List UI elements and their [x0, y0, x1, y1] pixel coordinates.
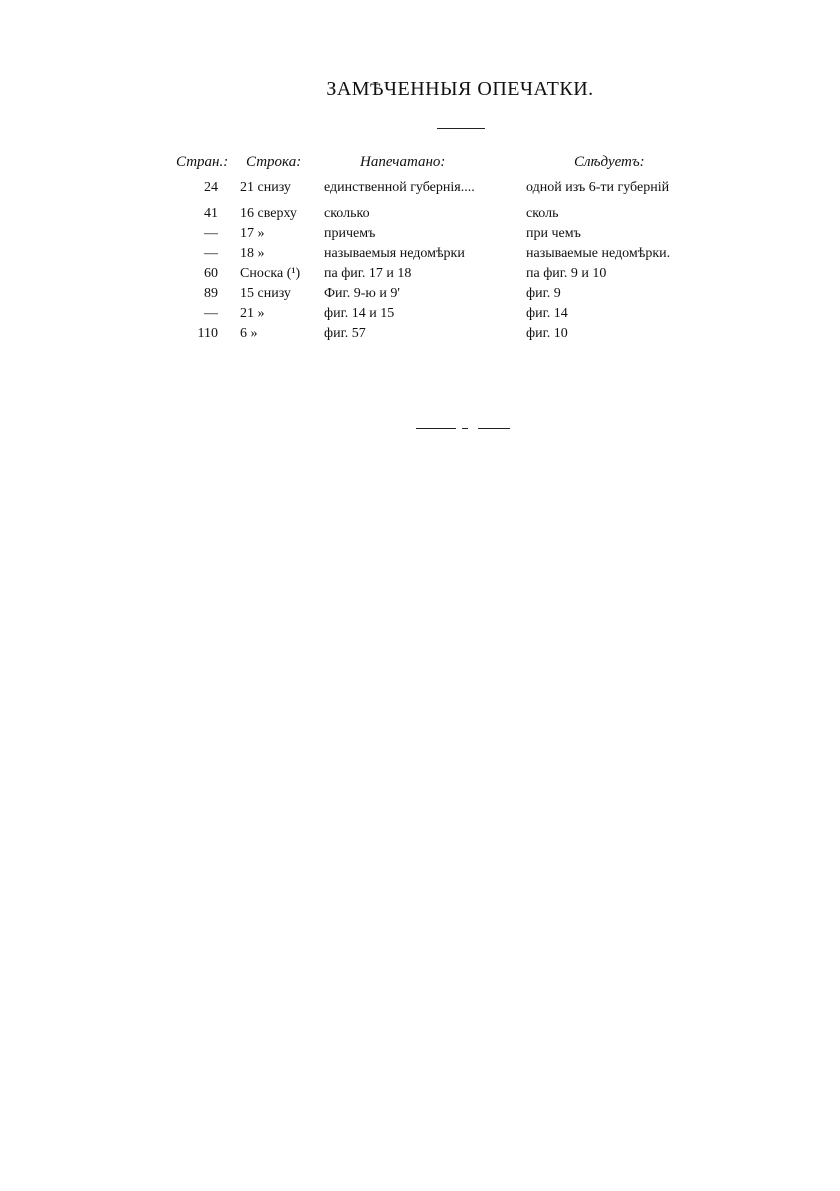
row-printed: называемыя недомѣрки [324, 246, 465, 261]
row-page: 89 [204, 286, 218, 301]
header-page: Стран.: [176, 154, 229, 170]
row-line: 18 » [240, 246, 265, 261]
header-printed: Напечатано: [360, 154, 446, 170]
row-page: 41 [204, 206, 218, 221]
row-line: 16 сверху [240, 206, 297, 221]
table-row [172, 286, 732, 306]
table-header [172, 154, 732, 180]
row-page: — [204, 306, 218, 321]
row-should-be: сколь [526, 206, 559, 221]
row-line: 15 снизу [240, 286, 291, 301]
row-printed: па фиг. 17 и 18 [324, 266, 412, 281]
errata-table [172, 154, 732, 346]
row-should-be: при чемъ [526, 226, 581, 241]
row-should-be: фиг. 14 [526, 306, 568, 321]
row-page: 60 [204, 266, 218, 281]
row-page: — [204, 226, 218, 241]
table-row [172, 226, 732, 246]
row-printed: причемъ [324, 226, 376, 241]
row-line: 17 » [240, 226, 265, 241]
row-should-be: называемые недомѣрки. [526, 246, 671, 261]
table-row [172, 306, 732, 326]
row-should-be: одной изъ 6-ти губерній [526, 180, 670, 195]
row-line: 6 » [240, 326, 258, 341]
table-row [172, 266, 732, 286]
row-should-be: фиг. 9 [526, 286, 561, 301]
page-title: ЗАМѢЧЕННЫЯ ОПЕЧАТКИ. [326, 78, 594, 100]
row-page: 110 [197, 326, 218, 341]
row-line: Сноска (¹) [240, 266, 301, 281]
table-row [172, 206, 732, 226]
rule-segment [462, 428, 468, 429]
table-row [172, 326, 732, 346]
row-printed: фиг. 57 [324, 326, 366, 341]
row-printed: сколько [324, 206, 370, 221]
header-line: Строка: [246, 154, 302, 170]
rule-segment [416, 428, 456, 429]
table-row [172, 246, 732, 266]
row-printed: фиг. 14 и 15 [324, 306, 395, 321]
row-page: — [204, 246, 218, 261]
row-printed: Фиг. 9-ю и 9' [324, 286, 400, 301]
row-line: 21 » [240, 306, 265, 321]
header-should-be: Слѣдуетъ: [574, 154, 645, 170]
row-line: 21 снизу [240, 180, 291, 195]
row-page: 24 [204, 180, 218, 195]
rule-segment [478, 428, 510, 429]
row-should-be: фиг. 10 [526, 326, 568, 341]
table-row [172, 180, 732, 200]
row-should-be: па фиг. 9 и 10 [526, 266, 607, 281]
row-printed: единственной губернія.... [324, 180, 475, 195]
ornamental-rule-top [437, 128, 485, 129]
